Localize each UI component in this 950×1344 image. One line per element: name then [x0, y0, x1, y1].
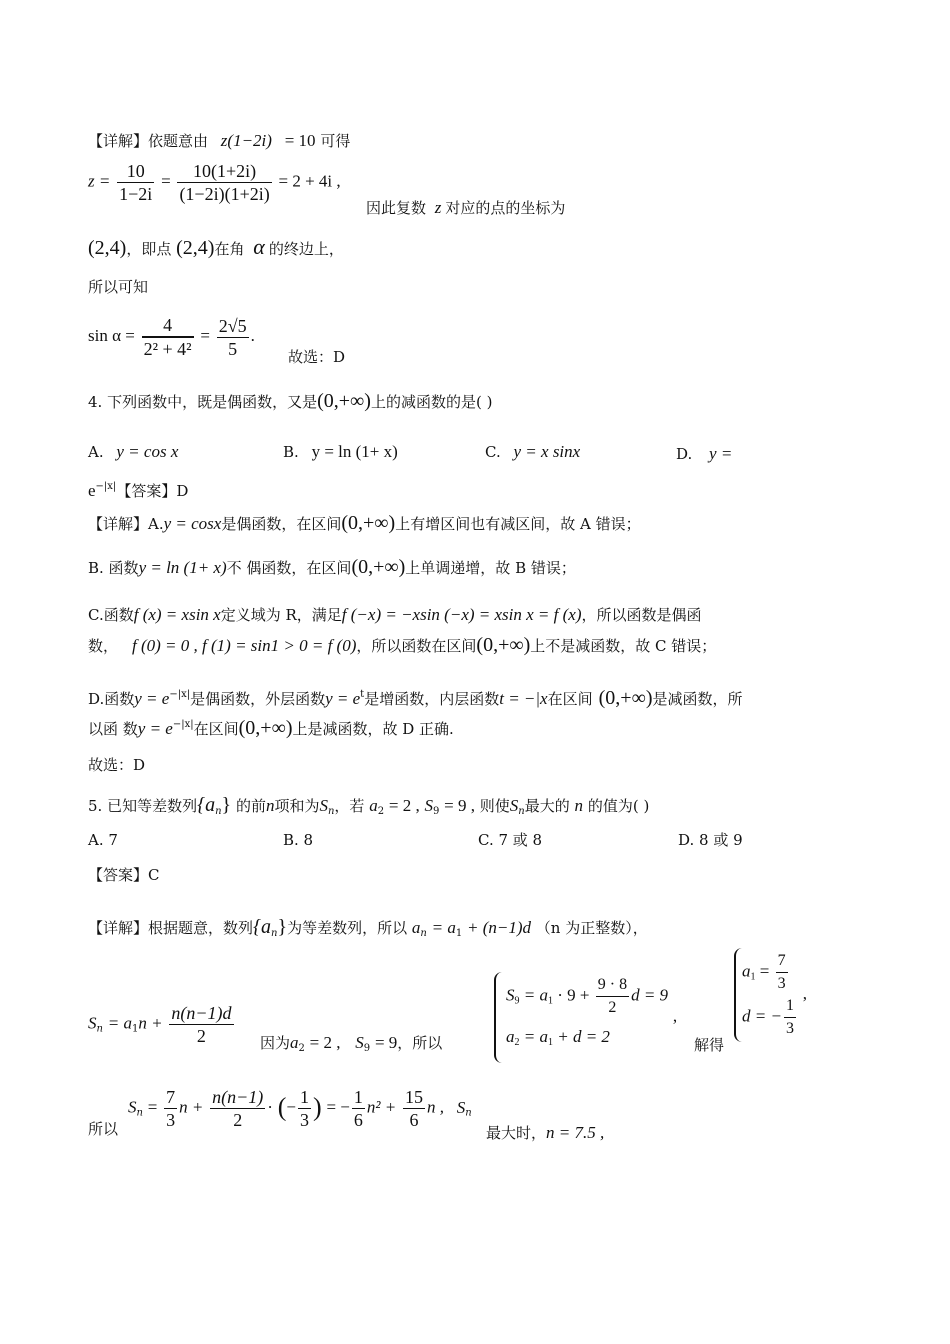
q4-explain-b: B. 函数y = ln (1+ x)不 偶函数，在区间(0,+∞)上单调递增，故 B 错误； — [88, 556, 576, 578]
q4-option-c: C. y = x sinx — [485, 442, 581, 461]
q5-option-c: C. 7 或 8 — [478, 831, 543, 849]
q5-so-label: 所以 — [88, 1120, 119, 1138]
q5-answer: 【答案】C — [88, 866, 160, 884]
q5-option-b: B. 8 — [283, 831, 314, 849]
q4-option-b: B. y = ln (1+ x) — [283, 442, 398, 461]
q5-because: 因为$a_2 = 2$ , $S_9 = 9$，所以 — [260, 1033, 443, 1054]
q5-stem: 5. 已知等差数列$\{a_n\}$ 的前n项和为$S_n$，若 $a_2 = 2$ , $S_9 = 9$ , 则使$S_n$最大的 n 的值为( ) — [88, 794, 650, 817]
q4-option-d: D. y = — [676, 444, 733, 463]
coord-line: (2,4)，即点 (2,4)在角 α 的终边上， — [88, 234, 344, 259]
q5-max: 最大时，n = 7.5 , — [486, 1123, 605, 1142]
q5-system: $S_9 = a_1 \cdot 9$ + $\frac{9 \cdot 8}{2}$ d = 9 $a_2 = a_1 + d = 2$ , — [494, 972, 677, 1063]
point-text: 因此复数 z 对应的点的坐标为 — [366, 198, 566, 217]
q5-solution: $a_1$ = $\frac{7}{3}$ d = − $\frac{1}{3}$ , — [734, 948, 807, 1042]
sin-formula: sin α = $\frac{4}{\text{2² + 4²}}$ = $\frac{2√5}{5}$ . — [88, 315, 255, 359]
q5-explain-1: 【详解】根据题意，数列$\{a_n\}$为等差数列，所以 $a_n = a_1 + (n-1)d$ （n 为正整数）， — [88, 916, 648, 939]
q4-explain-d1: D.函数$y = e^{-|x|}$是偶函数，外层函数$y = e^t$是增函数，内层函数t = −|x在区间 (0,+∞)是减函数，所 — [88, 687, 743, 709]
z-computation: z = $\frac{10}{1-2i}$ = $\frac{10(1+2i)}{(1-2i)(1+2i)}$ = 2 + 4i , — [88, 161, 341, 204]
q5-option-a: A. 7 — [88, 831, 118, 849]
q4-option-a: A. y = cos x — [88, 442, 179, 461]
q5-option-d: D. 8 或 9 — [678, 831, 743, 849]
q5-sn-formula: $S_n = a_1n$ + $\frac{n(n-1)d}{2}$ — [88, 1003, 232, 1046]
q5-solve-label: 解得 — [694, 1036, 725, 1054]
answer-p3: 故选：D — [288, 348, 346, 366]
q4-final: 故选：D — [88, 756, 146, 774]
q4-explain-c1: C.函数f (x) = xsin x定义域为 R，满足f (−x) = −xsin (−x) = xsin x = f (x)，所以函数是偶函 — [88, 605, 702, 624]
soyi-text: 所以可知 — [88, 278, 149, 296]
q4-stem: 4. 下列函数中，既是偶函数，又是(0,+∞)上的减函数的是( ) — [88, 390, 493, 412]
q4-explain-a: 【详解】A.y = cosx是偶函数，在区间(0,+∞)上有增区间也有减区间，故 A 错误； — [88, 512, 641, 534]
q5-final-sn: $S_n$ = $\frac{7}{3}$ n + $\frac{n(n-1)}{2}$ · (− $\frac{1}{3}$ ) = − $\frac{1}{6}$ n² + $\frac{15}{6}$ n , $S_n$ — [128, 1087, 472, 1130]
q4-explain-d2: 以函 数$y = e^{-|x|}$在区间(0,+∞)上是减函数，故 D 正确. — [88, 717, 454, 739]
q4-answer-line: $e^{-|x|}$【答案】D — [88, 481, 189, 500]
explain-intro: 【详解】依题意由 z(1−2i) = 10 可得 — [88, 131, 351, 150]
q4-explain-c2: 数， f (0) = 0 , f (1) = sin1 > 0 = f (0)，所以函数在区间(0,+∞)上不是减函数，故 C 错误； — [88, 634, 717, 656]
